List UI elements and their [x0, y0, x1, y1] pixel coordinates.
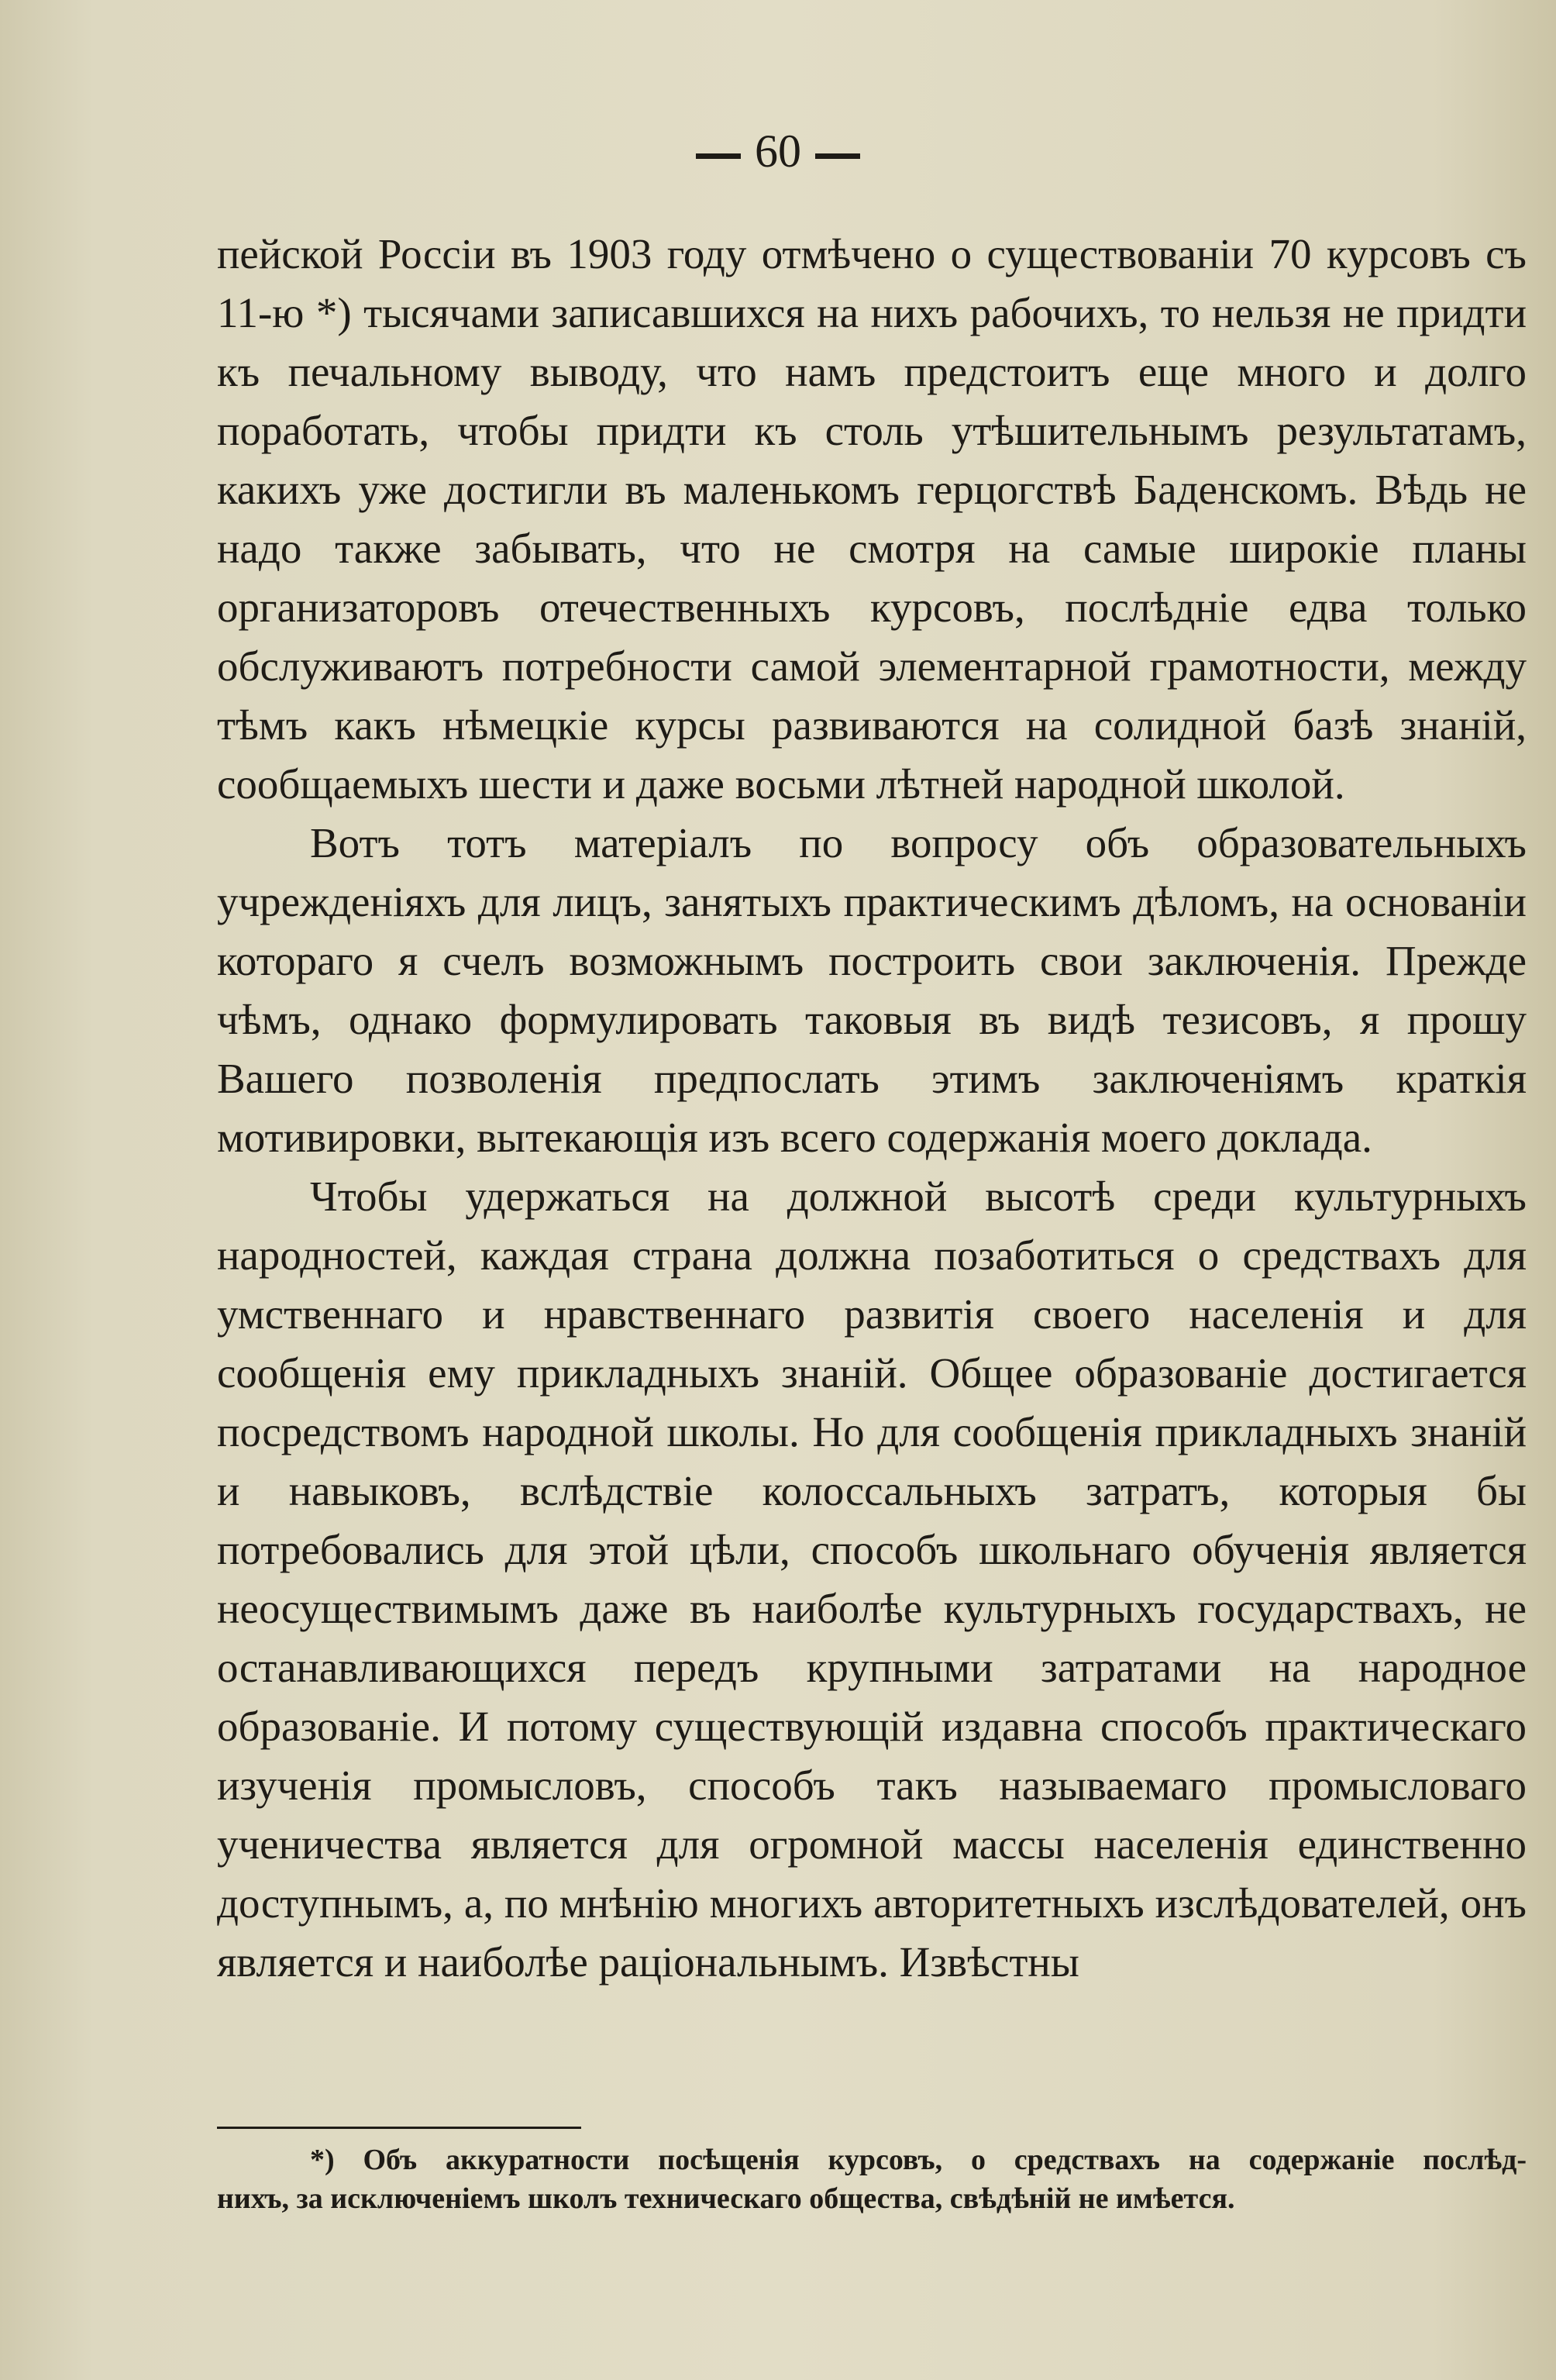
- footnote: [217, 2141, 1527, 2218]
- page-number-header: [0, 124, 1556, 178]
- paragraph-material: Вотъ тотъ матеріалъ по вопросу объ образовательныхъ учрежденіяхъ для лицъ, занятыхъ практическимъ дѣломъ, на основаніи котораго я счелъ возможнымъ построить свои заключенія. Прежде чѣмъ, однако формулировать таковыя въ видѣ тезисовъ, я прошу Вашего позволенія предпослать этимъ заключеніямъ краткія мотивировки, вытекающія изъ всего содержанія моего доклада.: [217, 819, 1527, 1161]
- footnote-divider: [217, 2127, 581, 2129]
- footnote-line-1: *) Объ аккуратности посѣщенія курсовъ, о средствахъ на содержаніе послѣд-: [310, 2144, 1527, 2176]
- paragraph-cultural: Чтобы удержаться на должной высотѣ среди культурныхъ народностей, каждая страна должна позаботиться о средствахъ для умственнаго и нравственнаго развитія своего населенія и для сообщенія ему прикладныхъ знаній. Общее образованіе достигается посредствомъ народной школы. Но для сообщенія прикладныхъ знаній и навыковъ, вслѣдствіе колоссальныхъ затратъ, которыя бы потребовались для этой цѣли, способъ школьнаго обученія является неосуществимымъ даже въ наиболѣе культурныхъ государствахъ, не останавливающихся передъ крупными затратами на народное образованіе. И потому существующій издавна способъ практическаго изученія промысловъ, способъ такъ называемаго промысловаго ученичества является для огромной массы населенія единственно доступнымъ, а, по мнѣнію многихъ авторитетныхъ изслѣдователей, онъ является и наиболѣе раціональнымъ. Извѣстны: [217, 1173, 1527, 1986]
- footnote-line-2: нихъ, за исключеніемъ школъ техническаго общества, свѣдѣній не имѣется.: [217, 2182, 1235, 2215]
- body-text: [217, 225, 1527, 1992]
- paragraph-continued: пейской Россіи въ 1903 году отмѣчено о существованіи 70 курсовъ съ 11-ю *) тысячами записавшихся на нихъ рабочихъ, то нельзя не придти къ печальному выводу, что намъ предстоитъ еще много и долго поработать, чтобы придти къ столь утѣшительнымъ результатамъ, какихъ уже достигли въ маленькомъ герцогствѣ Баденскомъ. Вѣдь не надо также забывать, что не смотря на самые широкіе планы организаторовъ отечественныхъ курсовъ, послѣдніе едва только обслуживаютъ потребности самой элементарной грамотности, между тѣмъ какъ нѣмецкіе курсы развиваются на солидной базѣ знаній, сообщаемыхъ шести и даже восьми лѣтней народной школой.: [217, 230, 1527, 808]
- page-number: 60: [755, 126, 801, 177]
- left-dash: [696, 153, 741, 159]
- right-dash: [815, 153, 860, 159]
